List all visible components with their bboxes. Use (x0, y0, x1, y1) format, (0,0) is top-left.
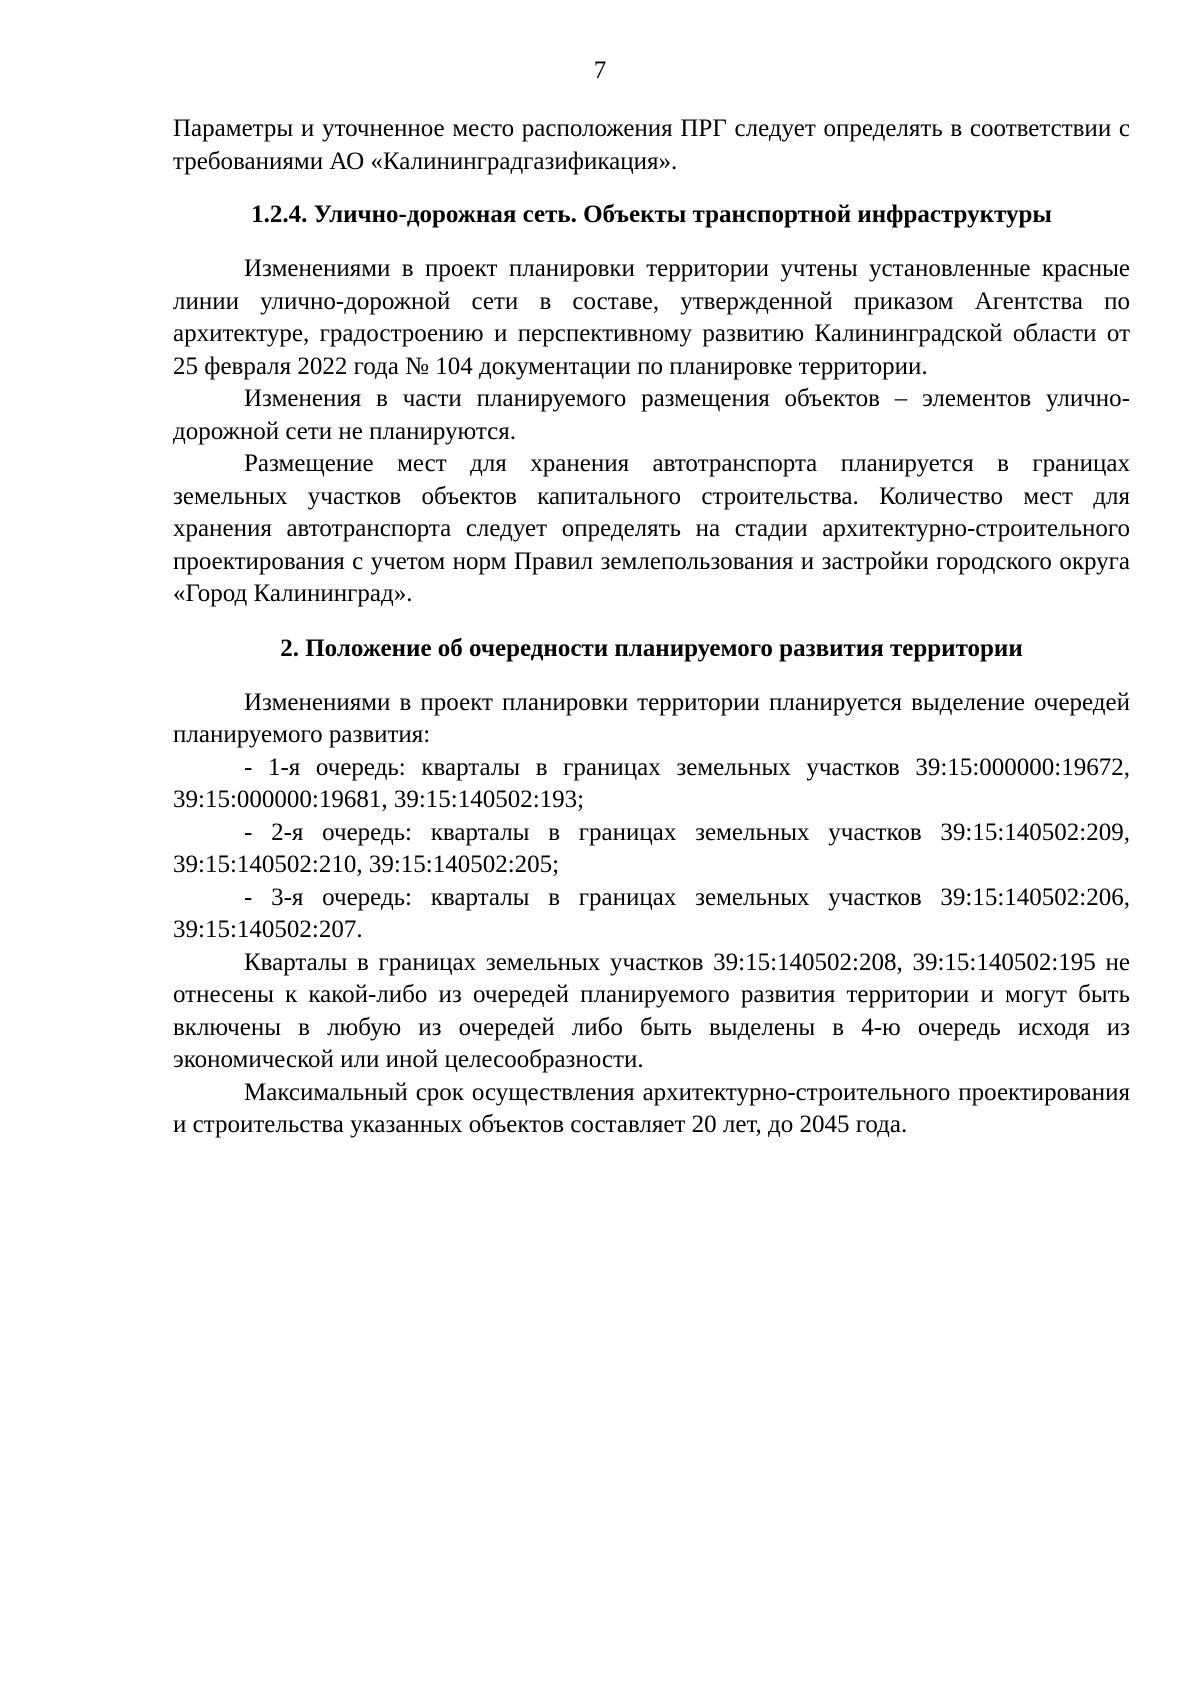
paragraph-unassigned-quarters: Кварталы в границах земельных участков 39:15:140502:208, 39:15:140502:195 не отнесены к какой-либо из очередей планируемого развития территории и могут быть включены в любую из очередей либо быть выделены в 4-ю очередь исходя из экономической или иной целесообразности. (173, 948, 1130, 1073)
paragraph-parking: Размещение мест для хранения автотранспорта планируется в границах земельных участков объектов капитального строительства. Количество мест для хранения автотранспорта следует определять на стадии архитектурно-строительного проектирования с учетом норм Правил землепользования и застройки городского округа «Город Калининград». (173, 450, 1130, 607)
section-heading-1-2-4: 1.2.4. Улично-дорожная сеть. Объекты транспортной инфраструктуры (251, 201, 1052, 228)
paragraph-max-term: Максимальный срок осуществления архитектурно-строительного проектирования и строительства указанных объектов составляет 20 лет, до 2045 года. (173, 1078, 1130, 1138)
paragraph-phases-intro: Изменениями в проект планировки территории планируется выделение очередей планируемого развития: (173, 688, 1130, 748)
paragraph-intro: Параметры и уточненное место расположения ПРГ следует определять в соответствии с требованиями АО «Калининградгазификация». (173, 115, 1130, 175)
document-body (173, 113, 1130, 1142)
page-number: 7 (593, 57, 607, 84)
list-item-phase-3: - 3-я очередь: кварталы в границах земельных участков 39:15:140502:206, 39:15:140502:207. (173, 883, 1130, 943)
list-item-phase-2: - 2-я очередь: кварталы в границах земельных участков 39:15:140502:209, 39:15:140502:210, 39:15:140502:205; (173, 818, 1130, 878)
paragraph-no-changes: Изменения в части планируемого размещения объектов – элементов улично-дорожной сети не планируются. (173, 385, 1130, 445)
paragraph-red-lines: Изменениями в проект планировки территории учтены установленные красные линии улично-дорожной сети в составе, утвержденной приказом Агентства по архитектуре, градостроению и перспективному развитию Калининградской области от 25 февраля 2022 года № 104 документации по планировке территории. (173, 255, 1130, 380)
list-item-phase-1: - 1-я очередь: кварталы в границах земельных участков 39:15:000000:19672, 39:15:000000:19681, 39:15:140502:193; (173, 753, 1130, 813)
section-heading-2: 2. Положение об очередности планируемого развития территории (280, 634, 1023, 662)
